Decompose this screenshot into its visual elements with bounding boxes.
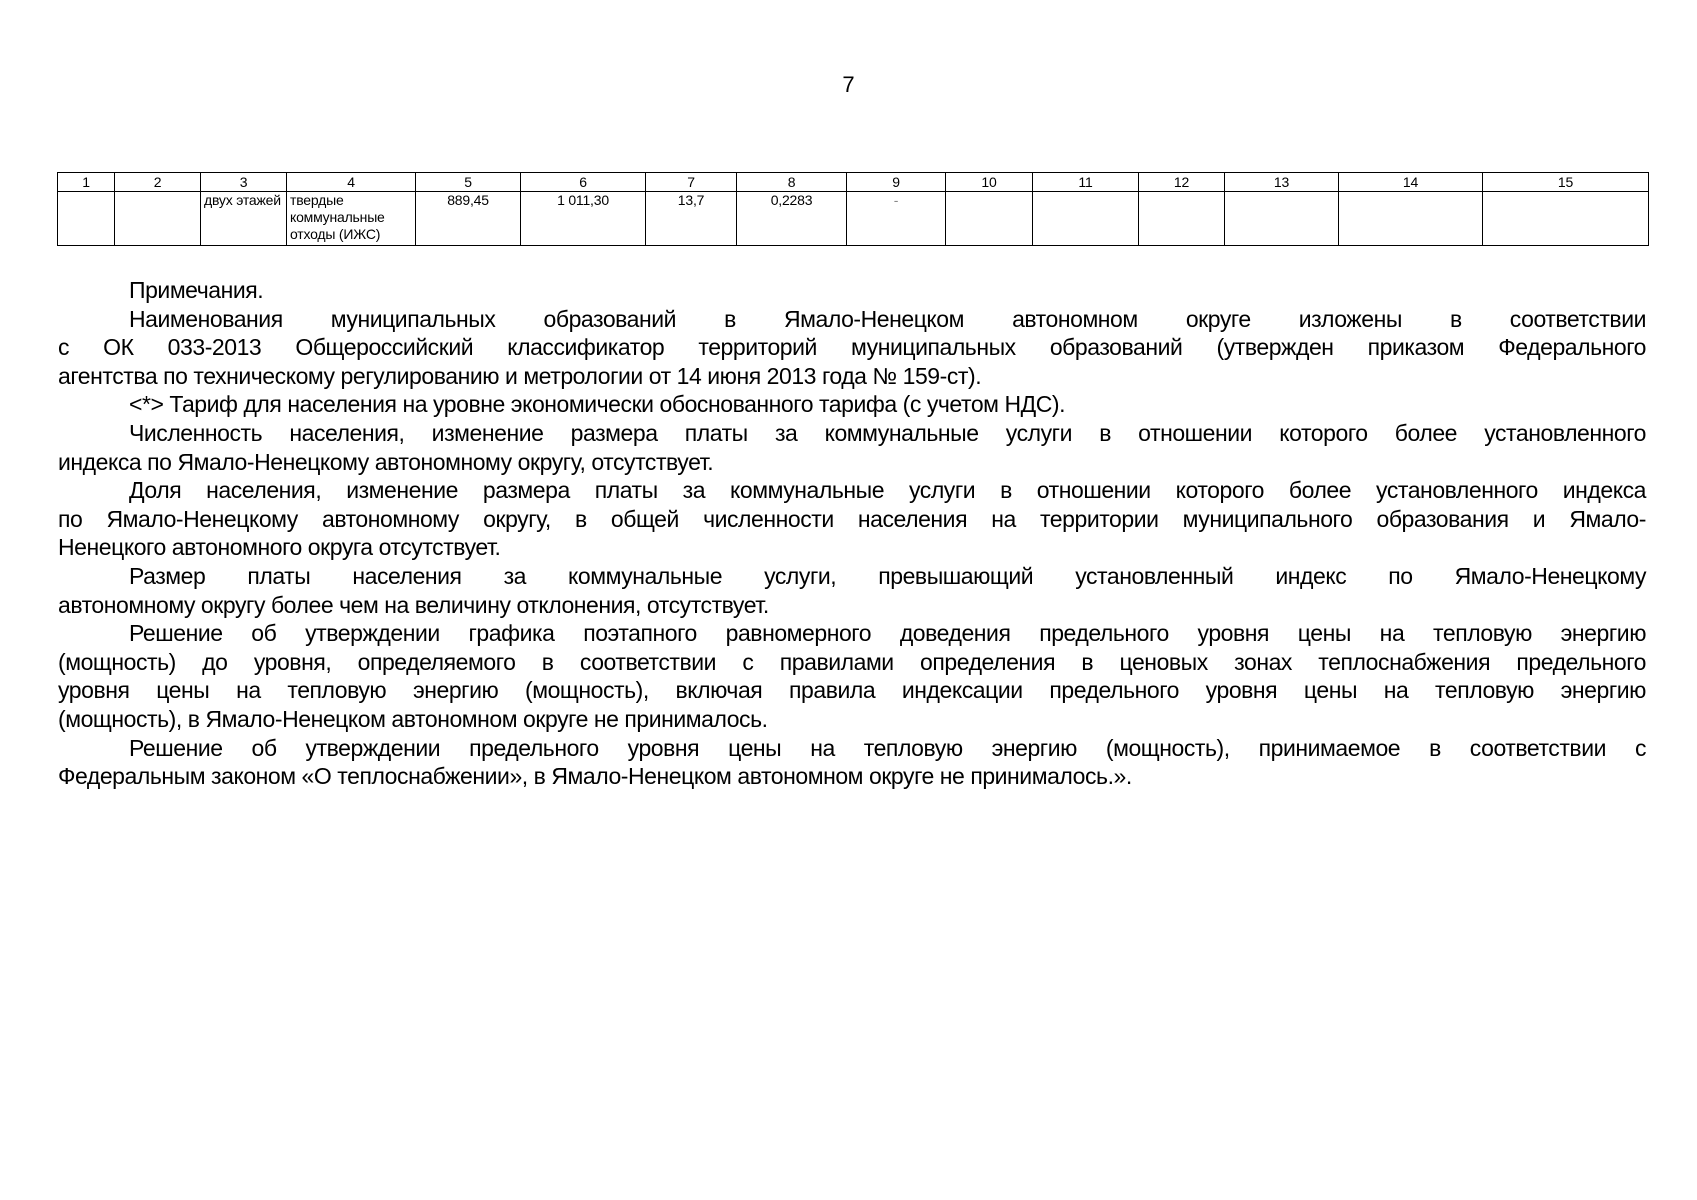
table-cell (1139, 192, 1225, 246)
note-paragraph (58, 390, 1646, 419)
note-line: Численность населения, изменение размера платы за коммунальные услуги в отношении которого более установленного (129, 419, 1646, 446)
note-paragraph (58, 305, 1646, 391)
note-paragraph (58, 619, 1646, 733)
table-cell (1033, 192, 1139, 246)
table-cell-service: твердые коммунальные отходы (ИЖС) (287, 192, 416, 246)
table-row (58, 192, 1649, 246)
note-line: Размер платы населения за коммунальные услуги, превышающий установленный индекс по Ямало-Ненецкому (129, 562, 1646, 589)
column-header: 3 (201, 173, 287, 192)
table-cell-value: 13,7 (646, 192, 737, 246)
table-cell (1339, 192, 1483, 246)
column-header: 8 (737, 173, 847, 192)
column-header: 11 (1033, 173, 1139, 192)
note-line: агентства по техническому регулированию и метрологии от 14 июня 2013 года № 159-ст). (58, 362, 982, 389)
note-paragraph (58, 562, 1646, 619)
note-line: Решение об утверждении графика поэтапного равномерного доведения предельного уровня цены на тепловую энергию (129, 620, 1646, 647)
column-header: 2 (115, 173, 201, 192)
notes-section (58, 276, 1646, 791)
table-cell (946, 192, 1033, 246)
note-line: Федеральным законом «О теплоснабжении», в Ямало-Ненецком автономном округе не принималось.». (58, 763, 1132, 790)
note-line: (мощность) до уровня, определяемого в соответствии с правилами определения в ценовых зонах теплоснабжения предельного (58, 648, 1646, 675)
column-header: 4 (287, 173, 416, 192)
column-header: 1 (58, 173, 115, 192)
note-line: <*> Тариф для населения на уровне экономически обоснованного тарифа (с учетом НДС). (129, 391, 1066, 418)
tariff-table (57, 172, 1649, 246)
table-cell-value: 0,2283 (737, 192, 847, 246)
table-cell (58, 192, 115, 246)
table-cell-value: 889,45 (416, 192, 521, 246)
note-line: Наименования муниципальных образований в Ямало-Ненецком автономном округе изложены в соответствии (129, 305, 1646, 332)
table-cell (115, 192, 201, 246)
note-line: Примечания. (129, 277, 264, 303)
table-cell-floors: двух этажей (201, 192, 287, 246)
note-paragraph (58, 276, 1646, 305)
page-number: 7 (842, 72, 855, 97)
note-line: Решение об утверждении предельного уровня цены на тепловую энергию (мощность), принимаемое в соответствии с (129, 734, 1646, 761)
table-cell (1225, 192, 1339, 246)
table-header-row (58, 173, 1649, 192)
column-header: 9 (847, 173, 946, 192)
column-header: 12 (1139, 173, 1225, 192)
table-cell-value: 1 011,30 (521, 192, 646, 246)
note-line: Ненецкого автономного округа отсутствует. (58, 534, 501, 561)
note-line: по Ямало-Ненецкому автономному округу, в общей численности населения на территории муниципального образования и Ямало- (58, 505, 1646, 532)
column-header: 15 (1483, 173, 1649, 192)
note-line: автономному округу более чем на величину отклонения, отсутствует. (58, 591, 769, 618)
note-paragraph (58, 476, 1646, 562)
column-header: 14 (1339, 173, 1483, 192)
note-line: индекса по Ямало-Ненецкому автономному округу, отсутствует. (58, 448, 714, 475)
column-header: 7 (646, 173, 737, 192)
note-paragraph (58, 734, 1646, 791)
column-header: 5 (416, 173, 521, 192)
note-line: (мощность), в Ямало-Ненецком автономном округе не принималось. (58, 705, 768, 732)
table-cell (1483, 192, 1649, 246)
note-line: уровня цены на тепловую энергию (мощность), включая правила индексации предельного уровня цены на тепловую энергию (58, 677, 1646, 704)
note-line: с ОК 033-2013 Общероссийский классификатор территорий муниципальных образований (утвержден приказом Федерального (58, 334, 1646, 361)
column-header: 13 (1225, 173, 1339, 192)
column-header: 6 (521, 173, 646, 192)
note-paragraph (58, 419, 1646, 476)
column-header: 10 (946, 173, 1033, 192)
note-line: Доля населения, изменение размера платы за коммунальные услуги в отношении которого более установленного индекса (129, 477, 1646, 504)
table-cell-value: - (847, 192, 946, 246)
